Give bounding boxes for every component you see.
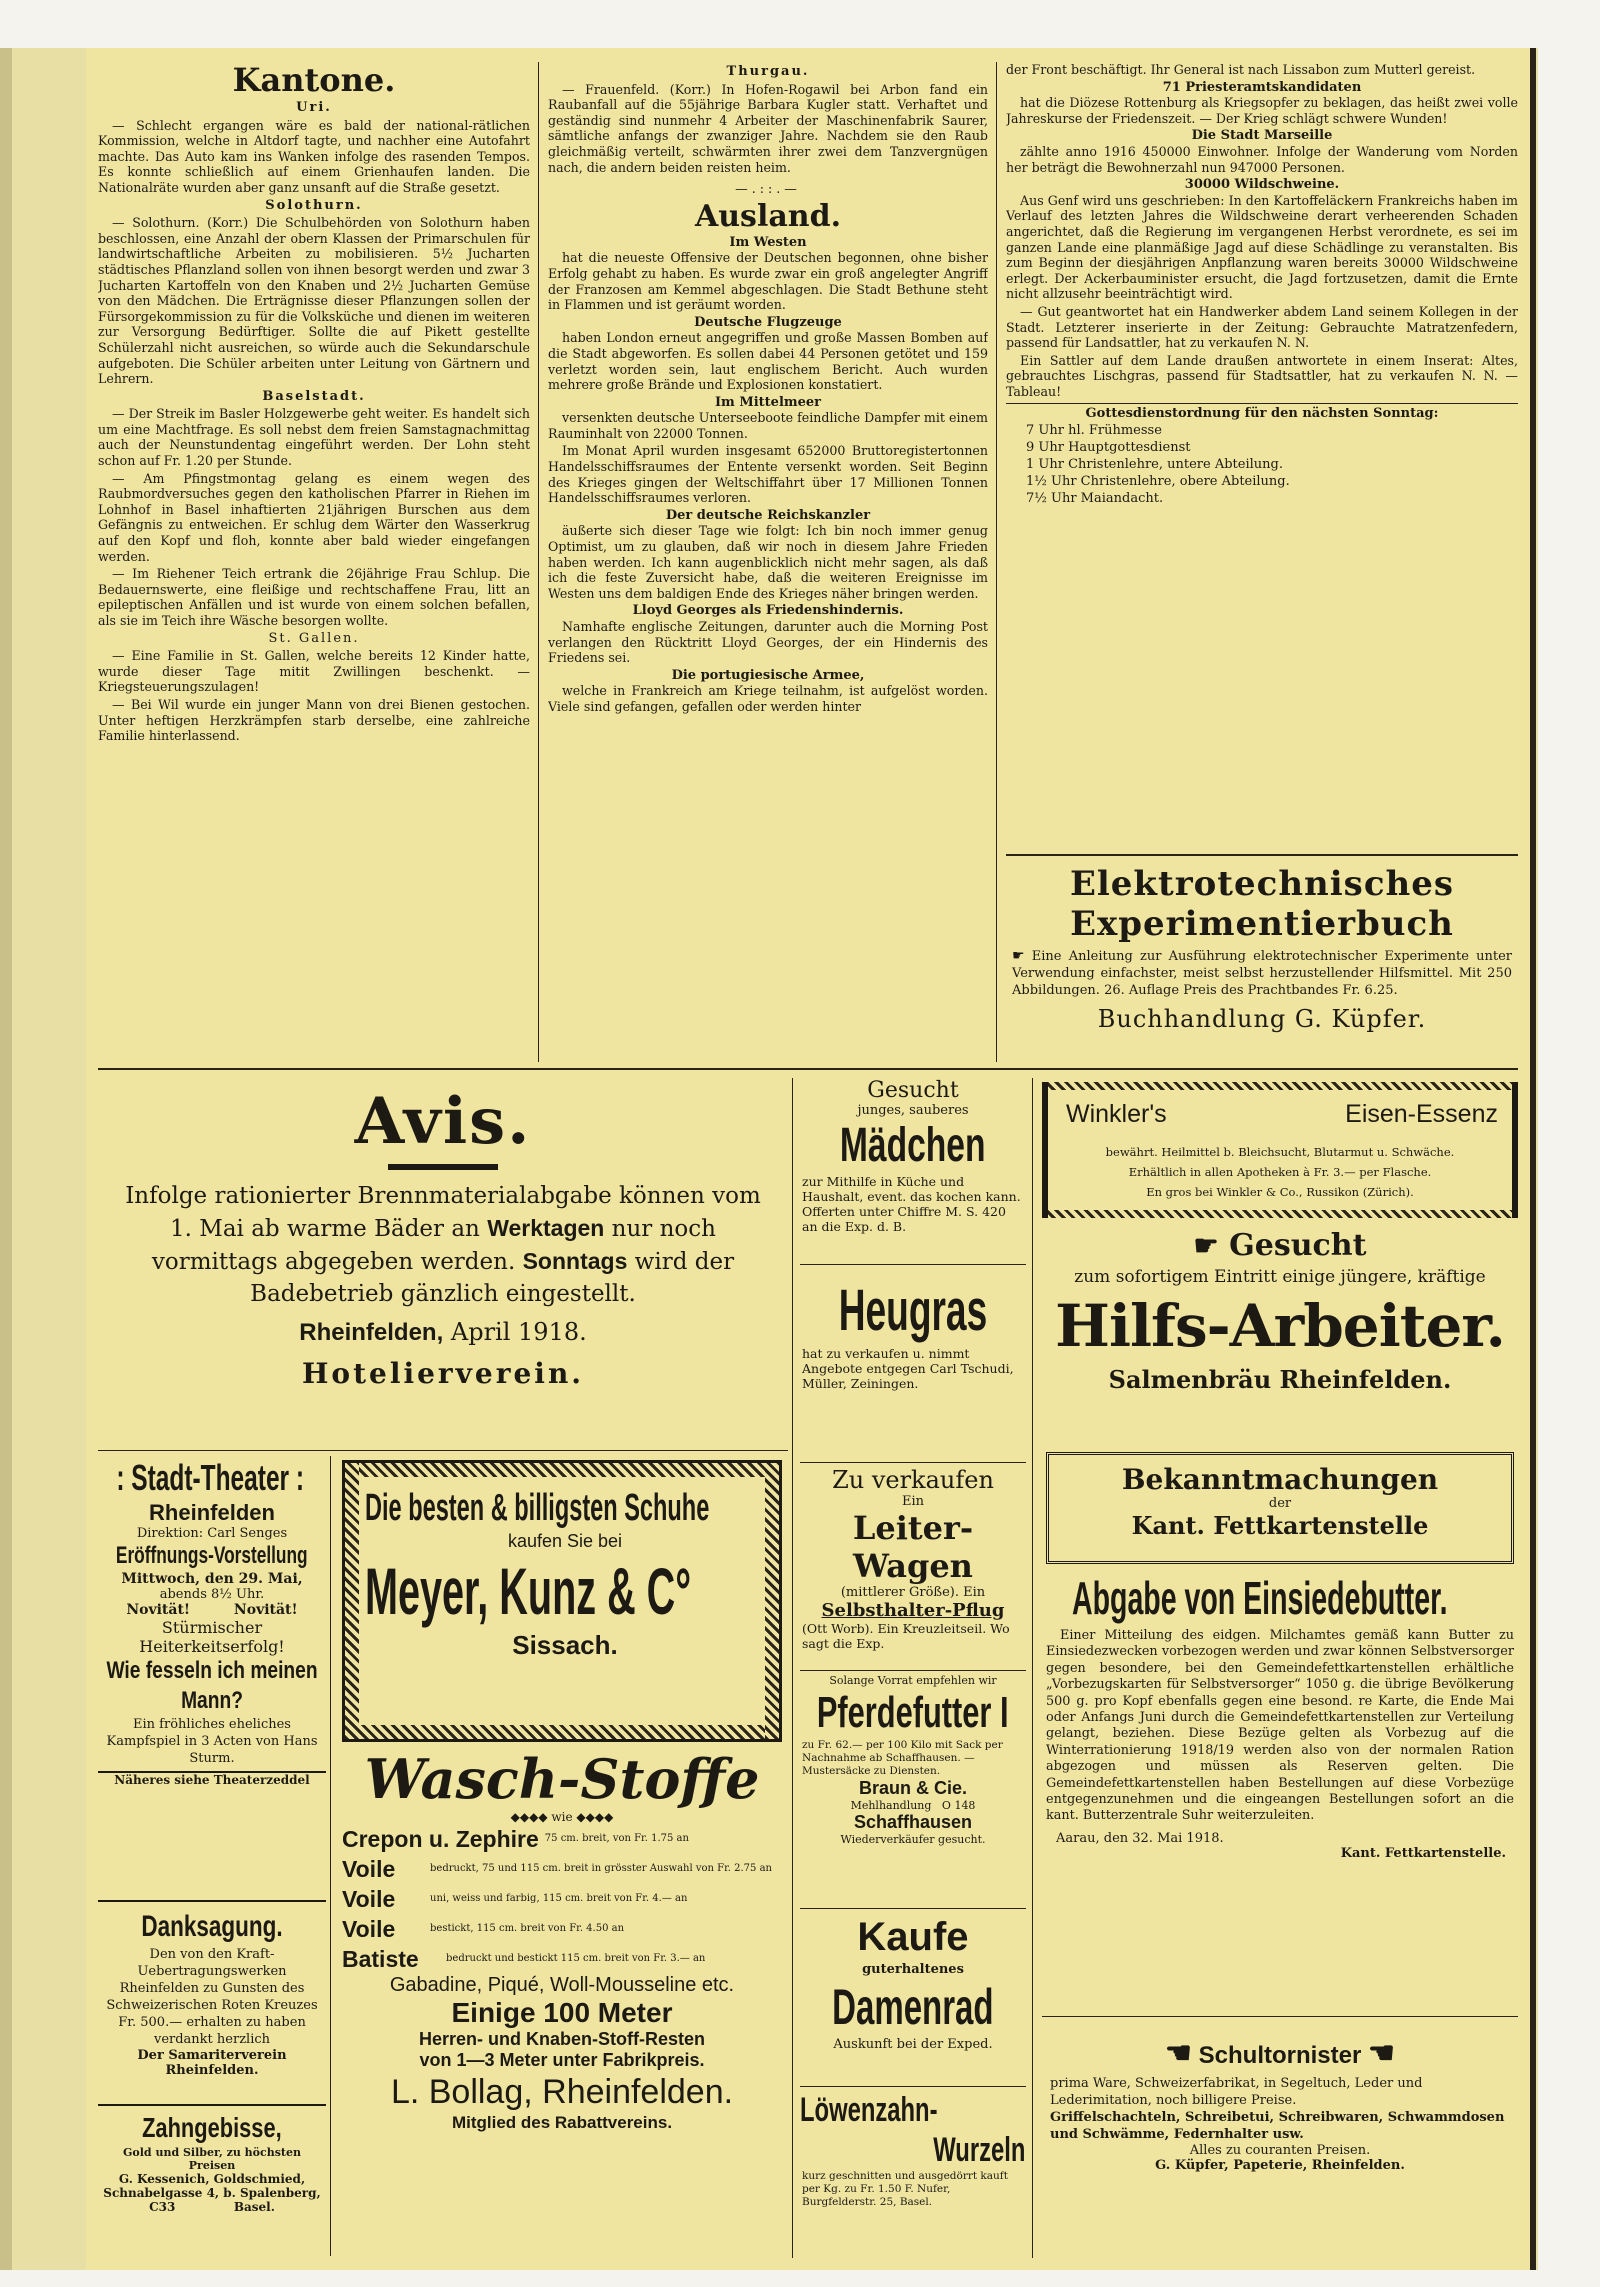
article-priester: hat die Diözese Rottenburg als Kriegsopfer zu beklagen, das heißt zwei volle Jahreskurse der Friedenszeit. — Der Krieg schlägt schwere Wunden! <box>1006 95 1518 126</box>
theater-title: : Stadt-Theater : <box>116 1457 305 1498</box>
heading-solothurn: Solothurn. <box>265 197 363 213</box>
theater-novitaet: Novität! Novität! <box>126 1602 298 1618</box>
theater-more: Näheres siehe Theaterzeddel <box>98 1771 326 1787</box>
wasch-item-desc: bedruckt, 75 und 115 cm. breit in grösster Auswahl von Fr. 2.75 an <box>430 1863 772 1874</box>
theater-place: Rheinfelden <box>149 1500 275 1525</box>
heading-thurgau: Thurgau. <box>726 64 810 79</box>
ad-title-line1: Elektrotechnisches <box>1069 864 1455 904</box>
hilfs-title: Hilfs-Arbeiter. <box>1055 1292 1505 1360</box>
dank-text: Den von den Kraft-Uebertragungswerken Rheinfelden zu Gunsten des Schweizerischen Roten Kreuzes Fr. 500.— erhalten zu haben verdankt herzlich <box>106 1947 318 2047</box>
damenrad-head: Kaufe <box>857 1915 969 1959</box>
heading-mittelmeer: Im Mittelmeer <box>714 394 822 410</box>
list-item: 1½ Uhr Christenlehre, obere Abteilung. <box>1026 474 1290 490</box>
article-uri: — Schlecht ergangen wäre es bald der national-rätlichen Kommission, welche in Altdorf tagte, und nachher eine Autofahrt machte. Das Auto kam ins Wanken infolge des rasenden Tempos. Es konnte schließlich auf einem Grienhaufen landen. Die Nationalräte wurden aber ganz unsanft auf die Straße gesetzt. <box>98 117 530 195</box>
book-spine <box>0 48 12 2270</box>
leiter-text: (Ott Worb). Ein Kreuzleitseil. Wo sagt die Exp. <box>802 1621 1010 1651</box>
pferde-sub: Mehlhandlung O 148 <box>850 1799 976 1812</box>
list-item <box>342 1944 782 1974</box>
ad-stadt-theater <box>98 1456 326 1896</box>
ad-loewenzahn <box>800 2090 1026 2256</box>
ad-damenrad <box>800 1912 1026 2082</box>
avis-signature: Hotelierverein. <box>301 1357 585 1390</box>
leiter-pflug: Selbsthalter-Pflug <box>821 1600 1005 1621</box>
heading-gottesdienst: Gottesdienstordnung für den nächsten Sonntag: <box>1085 406 1439 422</box>
ad-description <box>1006 944 1518 1003</box>
schul-title: Schultornister <box>1198 2042 1362 2069</box>
article-lloyd-george: Namhafte englische Zeitungen, darunter auch die Morning Post verlangen den Rücktritt Lloyd Georges, der ein Hindernis des Friedens sei. <box>548 619 988 666</box>
avis-text2: nur noch vormittags abgegeben werden. <box>151 1216 716 1275</box>
decorative-border <box>345 1463 359 1739</box>
avis-place: Rheinfelden, <box>299 1319 444 1346</box>
avis-text1: Infolge rationierter Brennmaterialabgabe können vom 1. Mai ab warme Bäder an <box>125 1183 761 1242</box>
schuhe-subtitle: kaufen Sie bei <box>507 1531 623 1551</box>
damenrad-sub: guterhaltenes <box>862 1962 964 1977</box>
decorative-border <box>1512 1082 1518 1218</box>
dank-title: Danksagung. <box>141 1910 283 1943</box>
wasch-item-desc: 75 cm. breit, von Fr. 1.75 an <box>544 1833 689 1844</box>
pointing-hand-icon: ☚ <box>1368 2037 1395 2070</box>
heading-marseille: Die Stadt Marseille <box>1191 128 1333 144</box>
ad-schuhe <box>342 1460 782 1742</box>
heading-wildschweine: 30000 Wildschweine. <box>1184 177 1340 193</box>
article-mittelmeer-1: versenkten deutsche Unterseeboote feindliche Dampfer mit einem Rauminhalt von 22000 Tonnen. <box>548 410 988 441</box>
column-kantone <box>98 62 530 1062</box>
section-divider <box>800 1670 1026 1671</box>
schuhe-content <box>365 1485 765 1661</box>
ad-shop: Buchhandlung G. Küpfer. <box>1097 1005 1427 1033</box>
fett-title: Bekanntmachungen <box>1121 1463 1439 1496</box>
schul-text: prima Ware, Schweizerfabrikat, in Segeltuch, Leder und Lederimitation, noch billigere Preise. <box>1050 2076 1423 2108</box>
avis-text3: wird der Badebetrieb gänzlich eingestellt. <box>250 1249 735 1307</box>
ad-winkler <box>1042 1082 1518 1218</box>
heading-st-gallen: St. Gallen. <box>268 630 360 646</box>
article-thurgau: — Frauenfeld. (Korr.) In Hofen-Rogawil bei Arbon fand ein Raubanfall auf die 55jährige Barbara Kugler statt. Verhaftet und geständig sind nunmehr 4 Arbeiter der Maschinenfabrik Saurer, sämtliche anfangs der zwanziger Jahre. Nachdem sie den Raub gleichmäßig verteilt, schwärmten ihrer zwei dem Tanzvergnügen nach, die andern beiden reisten heim. <box>548 81 988 175</box>
wasch-list <box>342 1824 782 1974</box>
maedchen-text: zur Mithilfe in Küche und Haushalt, event. das kochen kann. Offerten unter Chiffre M. S. 420 an die Exp. d. B. <box>802 1174 1021 1234</box>
theater-line1: Stürmischer <box>161 1618 263 1637</box>
wasch-line1: Gabadine, Piqué, Woll-Mousseline etc. <box>389 1974 735 1996</box>
schuhe-firm: Meyer, Kunz & C° <box>365 1554 692 1628</box>
list-item: 1 Uhr Christenlehre, untere Abteilung. <box>1026 457 1283 473</box>
column-divider <box>330 1456 331 2256</box>
ad-maedchen <box>800 1078 1026 1260</box>
hilfs-firm: Salmenbräu Rheinfelden. <box>1108 1365 1452 1394</box>
heading-westen: Im Westen <box>729 234 807 250</box>
heading-uri: Uri. <box>296 100 332 115</box>
theater-event: Eröffnungs-Vorstellung <box>115 1542 308 1569</box>
section-divider <box>98 1450 788 1451</box>
pferde-note: Wiederverkäufer gesucht. <box>840 1833 986 1846</box>
heading-baselstadt: Baselstadt. <box>262 388 366 404</box>
ad-zahngebisse <box>98 2104 326 2256</box>
heugras-title: Heugras <box>838 1278 988 1343</box>
theater-direction: Direktion: Carl Senges <box>136 1526 288 1541</box>
list-item <box>342 1914 782 1944</box>
section-title-kantone: Kantone. <box>232 62 396 99</box>
dank-sign1: Der Samariterverein <box>137 2048 287 2063</box>
section-divider <box>800 1908 1026 1909</box>
heading-lloyd-george: Lloyd Georges als Friedenshindernis. <box>632 603 904 619</box>
winkler-name: Winkler's <box>1066 1100 1167 1128</box>
wasch-item-name: Batiste <box>342 1945 419 1972</box>
avis-date: April 1918. <box>450 1318 587 1346</box>
list-item: 7½ Uhr Maiandacht. <box>1026 491 1164 507</box>
avis-bar <box>388 1164 498 1170</box>
wasch-item-name: Voile <box>342 1885 396 1912</box>
section-divider <box>800 1264 1026 1265</box>
article-wildschweine: Aus Genf wird uns geschrieben: In den Kartoffeläckern Frankreichs haben im Verlauf des letzten Jahres die Wildschweine derart verheerenden Schaden angerichtet, daß die Regierung im vergangenen Herbst verordnete, es sei im ganzen Lande eine planmäßige Jagd auf diese Schädlinge zu veranstalten. Bis zum Beginn der diesjährigen Anpflanzung waren bereits 30000 Wildschweine erlegt. Der Ackerbauminister ersucht, die Jagd fortzusetzen, damit die Ernte nicht allzusehr beeinträchtigt wird. <box>1006 192 1518 302</box>
schul-note: Alles zu couranten Preisen. <box>1189 2143 1371 2158</box>
damenrad-title: Damenrad <box>832 1979 994 2035</box>
decorative-border <box>765 1463 779 1739</box>
wasch-firm: L. Bollag, Rheinfelden. <box>390 2073 734 2111</box>
gottesdienst-block <box>1006 403 1518 507</box>
column-divider <box>996 62 997 1062</box>
fett-text: Einer Mitteilung des eidgen. Milchamtes gemäß kann Butter zu Einsiedezwecken vorbezogen werden und zwar können Selbstversorger gegen besondere, bei den Gemeindefettkartenstellen erhältliche „Vorbezugskarten für Selbstversorger“ 1050 g. die übrige Bevölkerung 500 g. pro Kopf ebenfalls gegen eine besond. re Karte, die Ende Mai oder Anfangs Juni durch die Gemeindefettkartenstellen zur Verteilung gelangt, beziehen. Diese Bezüge gelten als Vorbezug auf die Winterrationierung 1918/19 werden also von der normalen Ration abgezogen und müssen als Reserven gelten. Die Gemeindefettkartenstellen haben Bestellungen auf diese Vorbezüge entgegenzunehmen und die eingeangen Bestellungen sofort an die kant. Butterzentrale Suhr weiterzuleiten. <box>1046 1628 1514 1824</box>
pferde-title: Pferdefutter I <box>816 1688 1009 1737</box>
list-item: 9 Uhr Hauptgottesdienst <box>1026 440 1191 456</box>
avis-title: Avis. <box>354 1084 532 1159</box>
theater-description: Ein fröhliches eheliches Kampfspiel in 3 Acten von Hans Sturm. <box>106 1717 318 1766</box>
theater-play: Wie fesseln ich meinen Mann? <box>106 1657 318 1714</box>
article-reichskanzler: äußerte sich dieser Tage wie folgt: Ich bin noch immer genug Optimist, um zu glauben, daß wir noch in diesem Jahre Frieden haben werden. Ich kann augenblicklich nicht mehr sagen, als daß ich die feste Zuversicht habe, daß die weiteren Ereignisse im Westen uns dem baldigen Ende des Krieges näher bringen werden. <box>548 523 988 601</box>
wasch-item-name: Crepon u. Zephire <box>342 1825 539 1852</box>
zahn-name: G. Kessenich, Goldschmied, <box>118 2172 306 2186</box>
ad-experimentierbuch <box>1006 854 1518 1064</box>
schuhe-title: Die besten & billigsten Schuhe <box>365 1487 710 1529</box>
article-flugzeuge: haben London erneut angegriffen und große Massen Bomben auf die Stadt abgeworfen. Es sollen dabei 44 Personen getötet und 159 verletzt worden sein, laut englischem Bericht. Auch wurden mehrere große Brände und Explosionen konstatiert. <box>548 330 988 393</box>
section-title-ausland: Ausland. <box>694 198 842 234</box>
decorative-border <box>1042 1082 1048 1218</box>
list-item <box>342 1824 782 1854</box>
ad-avis <box>98 1078 788 1444</box>
article-solothurn: — Solothurn. (Korr.) Die Schulbehörden von Solothurn haben beschlossen, eine Anzahl der obern Klassen der Primarschulen für landwirtschaftliche Arbeiten zu mobilisieren. 5½ Jucharten städtisches Pflanzland sollen von ihnen besorgt werden und zwar 3 Jucharten Kartoffeln von den Knaben und 2½ Jucharten Gemüse von den Mädchen. Die Erträgnisse dieser Pflanzungen sollen der Fürsorgekommission zu für die Volksküche und dienen im weiteren zur Versorgung Bedürftiger. Sollte die auf Pikett gestellte Schülerzahl nicht ausreichen, so würde auch die Sekundarschule aufgeboten. Die Schüler arbeiten unter Leitung von Gärtnern und Lehrern. <box>98 215 530 387</box>
section-divider <box>800 1462 1026 1463</box>
pferde-head: Solange Vorrat empfehlen wir <box>829 1674 997 1687</box>
wasch-line4: von 1—3 Meter unter Fabrikpreis. <box>419 2050 705 2070</box>
leiter-head: Zu verkaufen <box>832 1466 994 1494</box>
winkler-product: Eisen-Essenz <box>1345 1100 1498 1128</box>
ad-hilfs-arbeiter <box>1042 1228 1518 1444</box>
fett-der: der <box>1268 1496 1292 1511</box>
theater-date: Mittwoch, den 29. Mai, <box>121 1571 303 1587</box>
section-divider <box>98 1068 1518 1070</box>
list-item: 7 Uhr hl. Frühmesse <box>1026 423 1162 439</box>
avis-dateline <box>98 1318 788 1347</box>
pferde-text: zu Fr. 62.— per 100 Kilo mit Sack per Nachnahme ab Schaffhausen. — Mustersäcke zu Diensten. <box>802 1739 1003 1777</box>
schul-title-line <box>1042 2036 1518 2071</box>
winkler-text1: bewährt. Heilmittel b. Bleichsucht, Blutarmut u. Schwäche. <box>1105 1145 1455 1159</box>
ad-schultornister <box>1042 2024 1518 2256</box>
column-divider <box>1032 1078 1033 2258</box>
leiter-ein: Ein <box>901 1494 925 1509</box>
avis-sonntags: Sonntags <box>522 1248 628 1274</box>
article-basel-1: — Der Streik im Basler Holzgewerbe geht weiter. Es handelt sich um eine Machtfrage. Es soll nebst dem freien Samstagnachmittag auch der Neunstundentag eingeführt werden. Der Lohn steht schon auf Fr. 1.20 per Stunde. <box>98 406 530 469</box>
schul-items: Griffelschachteln, Schreibetui, Schreibwaren, Schwammdosen und Schwämme, Federnhalter usw. <box>1050 2110 1505 2142</box>
loewen-title1: Löwenzahn- <box>800 2091 938 2129</box>
theater-line2: Heiterkeitserfolg! <box>139 1637 285 1656</box>
wasch-line2: Einige 100 Meter <box>451 1997 673 2028</box>
wasch-title: Wasch-Stoffe <box>364 1748 760 1811</box>
fett-place: Aarau, den 32. Mai 1918. <box>1056 1830 1224 1846</box>
wasch-item-desc: uni, weiss und farbig, 115 cm. breit von Fr. 4.— an <box>430 1893 688 1904</box>
winkler-text <box>1056 1142 1504 1202</box>
loewen-title2: Wurzeln <box>933 2131 1026 2169</box>
ad-wasch-stoffe <box>342 1748 782 2258</box>
dank-sign2: Rheinfelden. <box>165 2063 259 2078</box>
ad-danksagung <box>98 1900 326 2102</box>
maedchen-head: Gesucht <box>867 1078 959 1103</box>
ad-title-line2: Experimentierbuch <box>1070 904 1454 944</box>
zahn-address: Schnabelgasse 4, b. Spalenberg, <box>103 2186 321 2200</box>
article-gallen-2: — Bei Wil wurde ein junger Mann von drei Bienen gestochen. Unter heftigen Herzkrämpfen starb derselbe, eine zahlreiche Familie hinterlassend. <box>98 696 530 744</box>
winkler-text2: Erhältlich in allen Apotheken à Fr. 3.— per Flasche. <box>1128 1165 1432 1179</box>
decorative-border <box>1042 1082 1518 1090</box>
wasch-item-name: Voile <box>342 1855 396 1882</box>
article-marseille: zählte anno 1916 450000 Einwohner. Infolge der Wanderung vom Norden her beträgt die Bewohnerzahl nun 947000 Personen. <box>1006 143 1518 175</box>
article-continued: der Front beschäftigt. Ihr General ist nach Lissabon zum Mutterl gereist. <box>1006 62 1476 77</box>
zahn-text: Gold und Silber, zu höchsten Preisen <box>123 2146 301 2172</box>
heugras-text: hat zu verkaufen u. nimmt Angebote entgegen Carl Tschudi, Müller, Zeiningen. <box>802 1346 1014 1391</box>
fett-head: Abgabe von Einsiedebutter. <box>1072 1572 1448 1624</box>
avis-werktagen: Werktagen <box>487 1215 605 1241</box>
leiter-title: Leiter-Wagen <box>852 1509 974 1585</box>
hilfs-head-line <box>1042 1228 1518 1263</box>
list-item <box>342 1854 782 1884</box>
heading-reichskanzler: Der deutsche Reichskanzler <box>665 507 871 523</box>
zahn-title: Zahngebisse, <box>142 2112 282 2143</box>
ad-heugras <box>800 1268 1026 1458</box>
column-right <box>1006 62 1518 852</box>
ad-fettkartenstelle <box>1042 1570 1518 2010</box>
pointing-hand-icon: ☛ <box>1165 2037 1192 2070</box>
ad-pferdefutter <box>800 1674 1026 1904</box>
article-mittelmeer-2: Im Monat April wurden insgesamt 652000 Bruttoregistertonnen Handelsschiffsraumes der Entente versenkt worden. Seit Beginn des Krieges gingen der Weltschiffahrt über 17 Millionen Tonnen Handelsschiffsraumes verloren. <box>548 443 988 506</box>
maedchen-sub: junges, sauberes <box>857 1103 969 1118</box>
wasch-line3: Herren- und Knaben-Stoff-Resten <box>418 2029 705 2049</box>
maedchen-title: Mädchen <box>839 1119 986 1172</box>
column-ausland <box>548 62 988 1062</box>
article-gallen-1: — Eine Familie in St. Gallen, welche bereits 12 Kinder hatte, wurde dieser Tage mitit Zwillingen beschenkt. — Kriegsteuerungszulagen! <box>98 648 530 695</box>
fett-sign: Kant. Fettkartenstelle. <box>1340 1845 1506 1861</box>
loewen-text: kurz geschnitten und ausgedörrt kauft per Kg. zu Fr. 1.50 F. Nufer, Burgfelderstr. 25, Basel. <box>802 2170 1008 2208</box>
hilfs-text: zum sofortigem Eintritt einige jüngere, kräftige <box>1074 1267 1486 1287</box>
schul-firm: G. Küpfer, Papeterie, Rheinfelden. <box>1155 2158 1405 2173</box>
avis-body <box>98 1180 788 1310</box>
wasch-wie: ◆◆◆◆ wie ◆◆◆◆ <box>510 1810 614 1824</box>
fett-subtitle: Kant. Fettkartenstelle <box>1131 1511 1429 1540</box>
newspaper-page <box>86 48 1536 2270</box>
section-divider <box>800 2086 1026 2087</box>
wasch-item-desc: bestickt, 115 cm. breit von Fr. 4.50 an <box>430 1923 625 1934</box>
wasch-member: Mitglied des Rabattvereins. <box>451 2113 673 2132</box>
winkler-text3: En gros bei Winkler & Co., Russikon (Zürich). <box>1146 1185 1414 1199</box>
damenrad-text: Auskunft bei der Exped. <box>833 2037 993 2052</box>
column-divider <box>538 62 539 1062</box>
ad-leiterwagen <box>800 1466 1026 1666</box>
ad-text: Eine Anleitung zur Ausführung elektrotechnischer Experimente unter Verwendung einfachster, meist selbst herzustellender Hilfsmittel. Mit 250 Abbildungen. 26. Auflage Preis des Prachtbandes Fr. 6.25. <box>1012 949 1512 998</box>
article-portugiesische-armee: welche in Frankreich am Kriege teilnahm, ist aufgelöst worden. Viele sind gefangen, gefallen oder werden hinter <box>548 683 988 714</box>
article-westen: hat die neueste Offensive der Deutschen begonnen, ohne bisher Erfolg gehabt zu haben. Es wurde zwar ein groß angelegter Angriff der Franzosen am Kemmel abgeschlagen. Die Stadt Bethune steht in Flammen und ist geräumt worden. <box>548 250 988 313</box>
wasch-item-name: Voile <box>342 1915 396 1942</box>
decorative-border <box>345 1463 779 1477</box>
article-basel-2: — Am Pfingstmontag gelang es einem wegen des Raubmordversuches gegen den katholischen Pfarrer in Riehen im Lohnhof in Basel inhaftierten 21jährigen Burschen aus dem Gefängnis zu entweichen. Er schlug dem Wärter den Wasserkrug auf den Kopf und floh, konnte aber bald wieder eingefangen werden. <box>98 470 530 564</box>
decorative-border <box>345 1725 779 1739</box>
wasch-item-desc: bedruckt und bestickt 115 cm. breit von Fr. 3.— an <box>446 1953 706 1964</box>
fett-header-box <box>1046 1452 1514 1564</box>
heading-flugzeuge: Deutsche Flugzeuge <box>694 314 842 330</box>
zahn-city: C33 Basel. <box>149 2200 275 2214</box>
pferde-city: Schaffhausen <box>853 1812 973 1832</box>
heading-priester: 71 Priesteramtskandidaten <box>1162 79 1362 95</box>
list-item <box>342 1884 782 1914</box>
decorative-border <box>1042 1210 1518 1218</box>
heading-portugiesische-armee: Die portugiesische Armee, <box>671 667 865 683</box>
pointing-hand-icon: ☛ <box>1193 1229 1219 1262</box>
gottesdienst-list <box>1006 422 1518 507</box>
leiter-size: (mittlerer Größe). Ein <box>840 1585 986 1600</box>
separator-ornament: —.::.— <box>735 181 801 197</box>
theater-time: abends 8½ Uhr. <box>159 1587 265 1602</box>
pointing-hand-icon: ☛ <box>1012 948 1025 964</box>
article-basel-3: — Im Riehener Teich ertrank die 26jährige Frau Schlup. Die Bedauernswerte, eine fleißige und rechtschaffene Frau, litt an epileptischen Anfällen und ist wurde von einem solchen befallen, als sie im Teich ihre Wäsche besorgen wollte. <box>98 566 530 628</box>
pferde-firm: Braun & Cie. <box>858 1778 968 1798</box>
hilfs-head: Gesucht <box>1229 1228 1367 1263</box>
schuhe-city: Sissach. <box>512 1630 618 1660</box>
article-gut-geantwortet-1: — Gut geantwortet hat ein Handwerker abdem Land seinem Kollegen in der Stadt. Letzterer inserierte in der Zeitung: Gebrauchte Matratzenfedern, passend für Landsattler, hat zu verkaufen N. N. <box>1006 303 1518 351</box>
article-gut-geantwortet-2: Ein Sattler auf dem Lande draußen antwortete in einem Inserat: Altes, gebrauchtes Lischgras, passend für Stadtsattler, hat zu verkaufen N. N. — Tableau! <box>1006 352 1518 399</box>
section-divider <box>1042 2016 1518 2017</box>
column-divider <box>792 1078 793 2258</box>
